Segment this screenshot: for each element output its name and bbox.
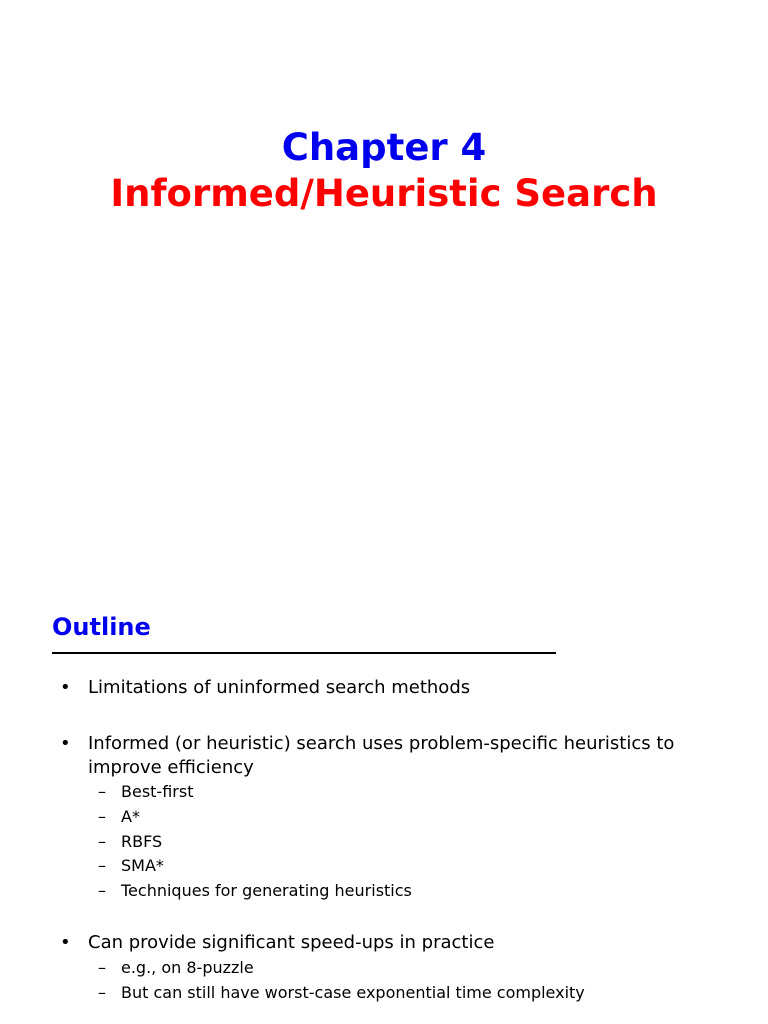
sub-text: RBFS: [121, 832, 163, 851]
sub-item: [98, 782, 193, 802]
outline-divider: [52, 652, 556, 654]
sub-dash: –: [98, 983, 106, 1002]
sub-dash: –: [98, 881, 106, 900]
bullet-text: Limitations of uninformed search methods: [88, 677, 471, 698]
bullet-item: [60, 732, 720, 780]
bullet-dot: •: [60, 677, 71, 698]
sub-item: [98, 856, 164, 876]
sub-item: [98, 832, 162, 852]
sub-text: Best-first: [121, 782, 194, 801]
sub-text: e.g., on 8-puzzle: [121, 958, 254, 977]
sub-dash: –: [98, 856, 106, 875]
sub-text: But can still have worst-case exponential time complexity: [121, 983, 585, 1002]
sub-text: A*: [121, 807, 140, 826]
bullet-text: Can provide significant speed-ups in practice: [88, 932, 495, 953]
sub-text: SMA*: [121, 856, 164, 875]
sub-text: Techniques for generating heuristics: [121, 881, 412, 900]
sub-item: [98, 881, 412, 901]
sub-item: [98, 983, 585, 1003]
sub-item: [98, 958, 254, 978]
outline-heading: Outline: [52, 613, 151, 641]
chapter-subtitle: Informed/Heuristic Search: [110, 172, 658, 215]
bullet-item: [60, 931, 720, 955]
bullet-dot: •: [60, 733, 71, 754]
sub-dash: –: [98, 958, 106, 977]
chapter-title: Chapter 4: [281, 126, 487, 169]
bullet-text: Informed (or heuristic) search uses problem-specific heuristics to improve efficiency: [88, 733, 675, 778]
sub-dash: –: [98, 782, 106, 801]
bullet-item: [60, 676, 720, 700]
bullet-dot: •: [60, 932, 71, 953]
sub-item: [98, 807, 140, 827]
sub-dash: –: [98, 832, 106, 851]
sub-dash: –: [98, 807, 106, 826]
